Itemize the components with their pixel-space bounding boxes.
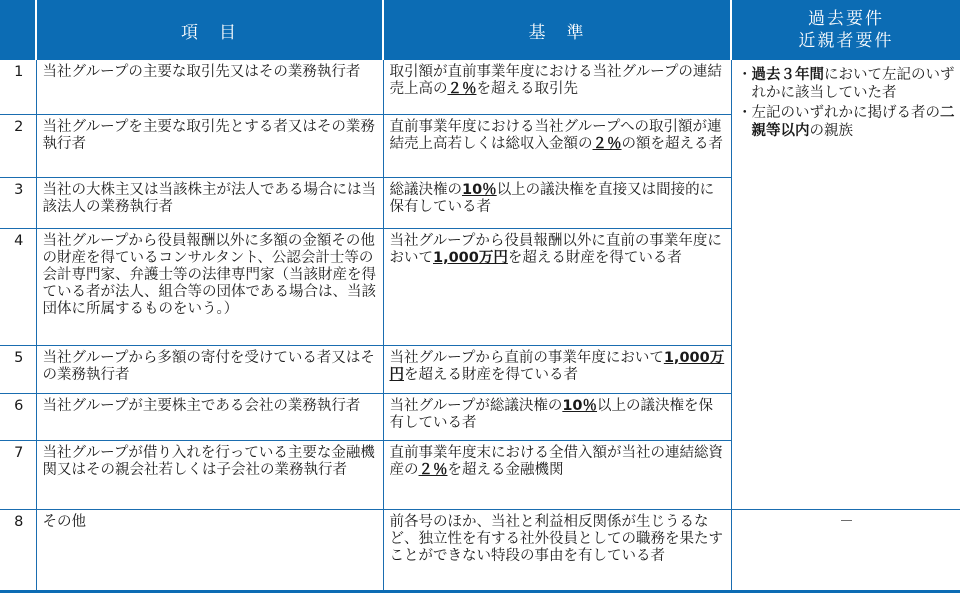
table-row <box>0 60 960 114</box>
row-number: 2 <box>0 114 36 177</box>
row-item: 当社グループが主要株主である会社の業務執行者 <box>36 393 383 440</box>
requirement-past: ・ 過去３年間において左記のいずれかに該当していた者 <box>737 67 955 101</box>
row-item: 当社の大株主又は当該株主が法人である場合には当該法人の業務執行者 <box>36 177 383 228</box>
header-requirements <box>731 0 960 60</box>
row-standard: 直前事業年度における当社グループへの取引額が連結売上高若しくは総収入金額の２％の額を超える者 <box>383 114 731 177</box>
header-standard: 基 準 <box>383 0 731 60</box>
row-item: 当社グループが借り入れを行っている主要な金融機関又はその親会社若しくは子会社の業務執行者 <box>36 440 383 509</box>
row-item: 当社グループの主要な取引先又はその業務執行者 <box>36 60 383 114</box>
row-standard: 直前事業年度末における全借入額が当社の連結総資産の２％を超える金融機関 <box>383 440 731 509</box>
header-requirements-line1: 過去要件 <box>808 9 884 29</box>
row-item: その他 <box>36 509 383 591</box>
requirements-other: － <box>731 509 960 591</box>
relatives-degree-value: 二親等以内 <box>751 105 955 139</box>
header-item: 項 目 <box>36 0 383 60</box>
row-standard: 総議決権の10％以上の議決権を直接又は間接的に保有している者 <box>383 177 731 228</box>
row-item: 当社グループから役員報酬以外に多額の金額その他の財産を得ているコンサルタント、公認会計士等の会計専門家、弁護士等の法律専門家（当該財産を得ている者が法人、組合等の団体である場合は、当該団体に所属するものをいう。） <box>36 228 383 345</box>
past-years-value: 過去３年間 <box>751 67 824 83</box>
requirements-cell <box>731 60 960 509</box>
row-standard: 当社グループが総議決権の10％以上の議決権を保有している者 <box>383 393 731 440</box>
row-number: 6 <box>0 393 36 440</box>
highlight-value: ２％ <box>592 135 622 152</box>
header-row <box>0 0 960 60</box>
row-number: 5 <box>0 345 36 393</box>
highlight-value: ２％ <box>418 461 448 478</box>
table-row <box>0 509 960 591</box>
row-item: 当社グループから多額の寄付を受けている者又はその業務執行者 <box>36 345 383 393</box>
row-standard: 当社グループから直前の事業年度において1,000万円を超える財産を得ている者 <box>383 345 731 393</box>
highlight-value: 1,000万円 <box>433 249 508 266</box>
row-number: 3 <box>0 177 36 228</box>
row-item: 当社グループを主要な取引先とする者又はその業務執行者 <box>36 114 383 177</box>
header-number <box>0 0 36 60</box>
row-number: 8 <box>0 509 36 591</box>
row-standard: 取引額が直前事業年度における当社グループの連結売上高の２％を超える取引先 <box>383 60 731 114</box>
highlight-value: 10％ <box>562 397 598 414</box>
header-requirements-line2: 近親者要件 <box>798 31 894 51</box>
row-number: 1 <box>0 60 36 114</box>
highlight-value: 10％ <box>462 181 497 198</box>
row-standard: 前各号のほか、当社と利益相反関係が生じうるなど、独立性を有する社外役員としての職務を果たすことができない特段の事由を有している者 <box>383 509 731 591</box>
requirement-relatives: ・ 左記のいずれかに掲げる者の二親等以内の親族 <box>737 105 955 139</box>
row-number: 7 <box>0 440 36 509</box>
highlight-value: ２％ <box>447 81 477 97</box>
row-number: 4 <box>0 228 36 345</box>
highlight-value: 1,000万円 <box>389 349 725 383</box>
row-standard: 当社グループから役員報酬以外に直前の事業年度において1,000万円を超える財産を得ている者 <box>383 228 731 345</box>
